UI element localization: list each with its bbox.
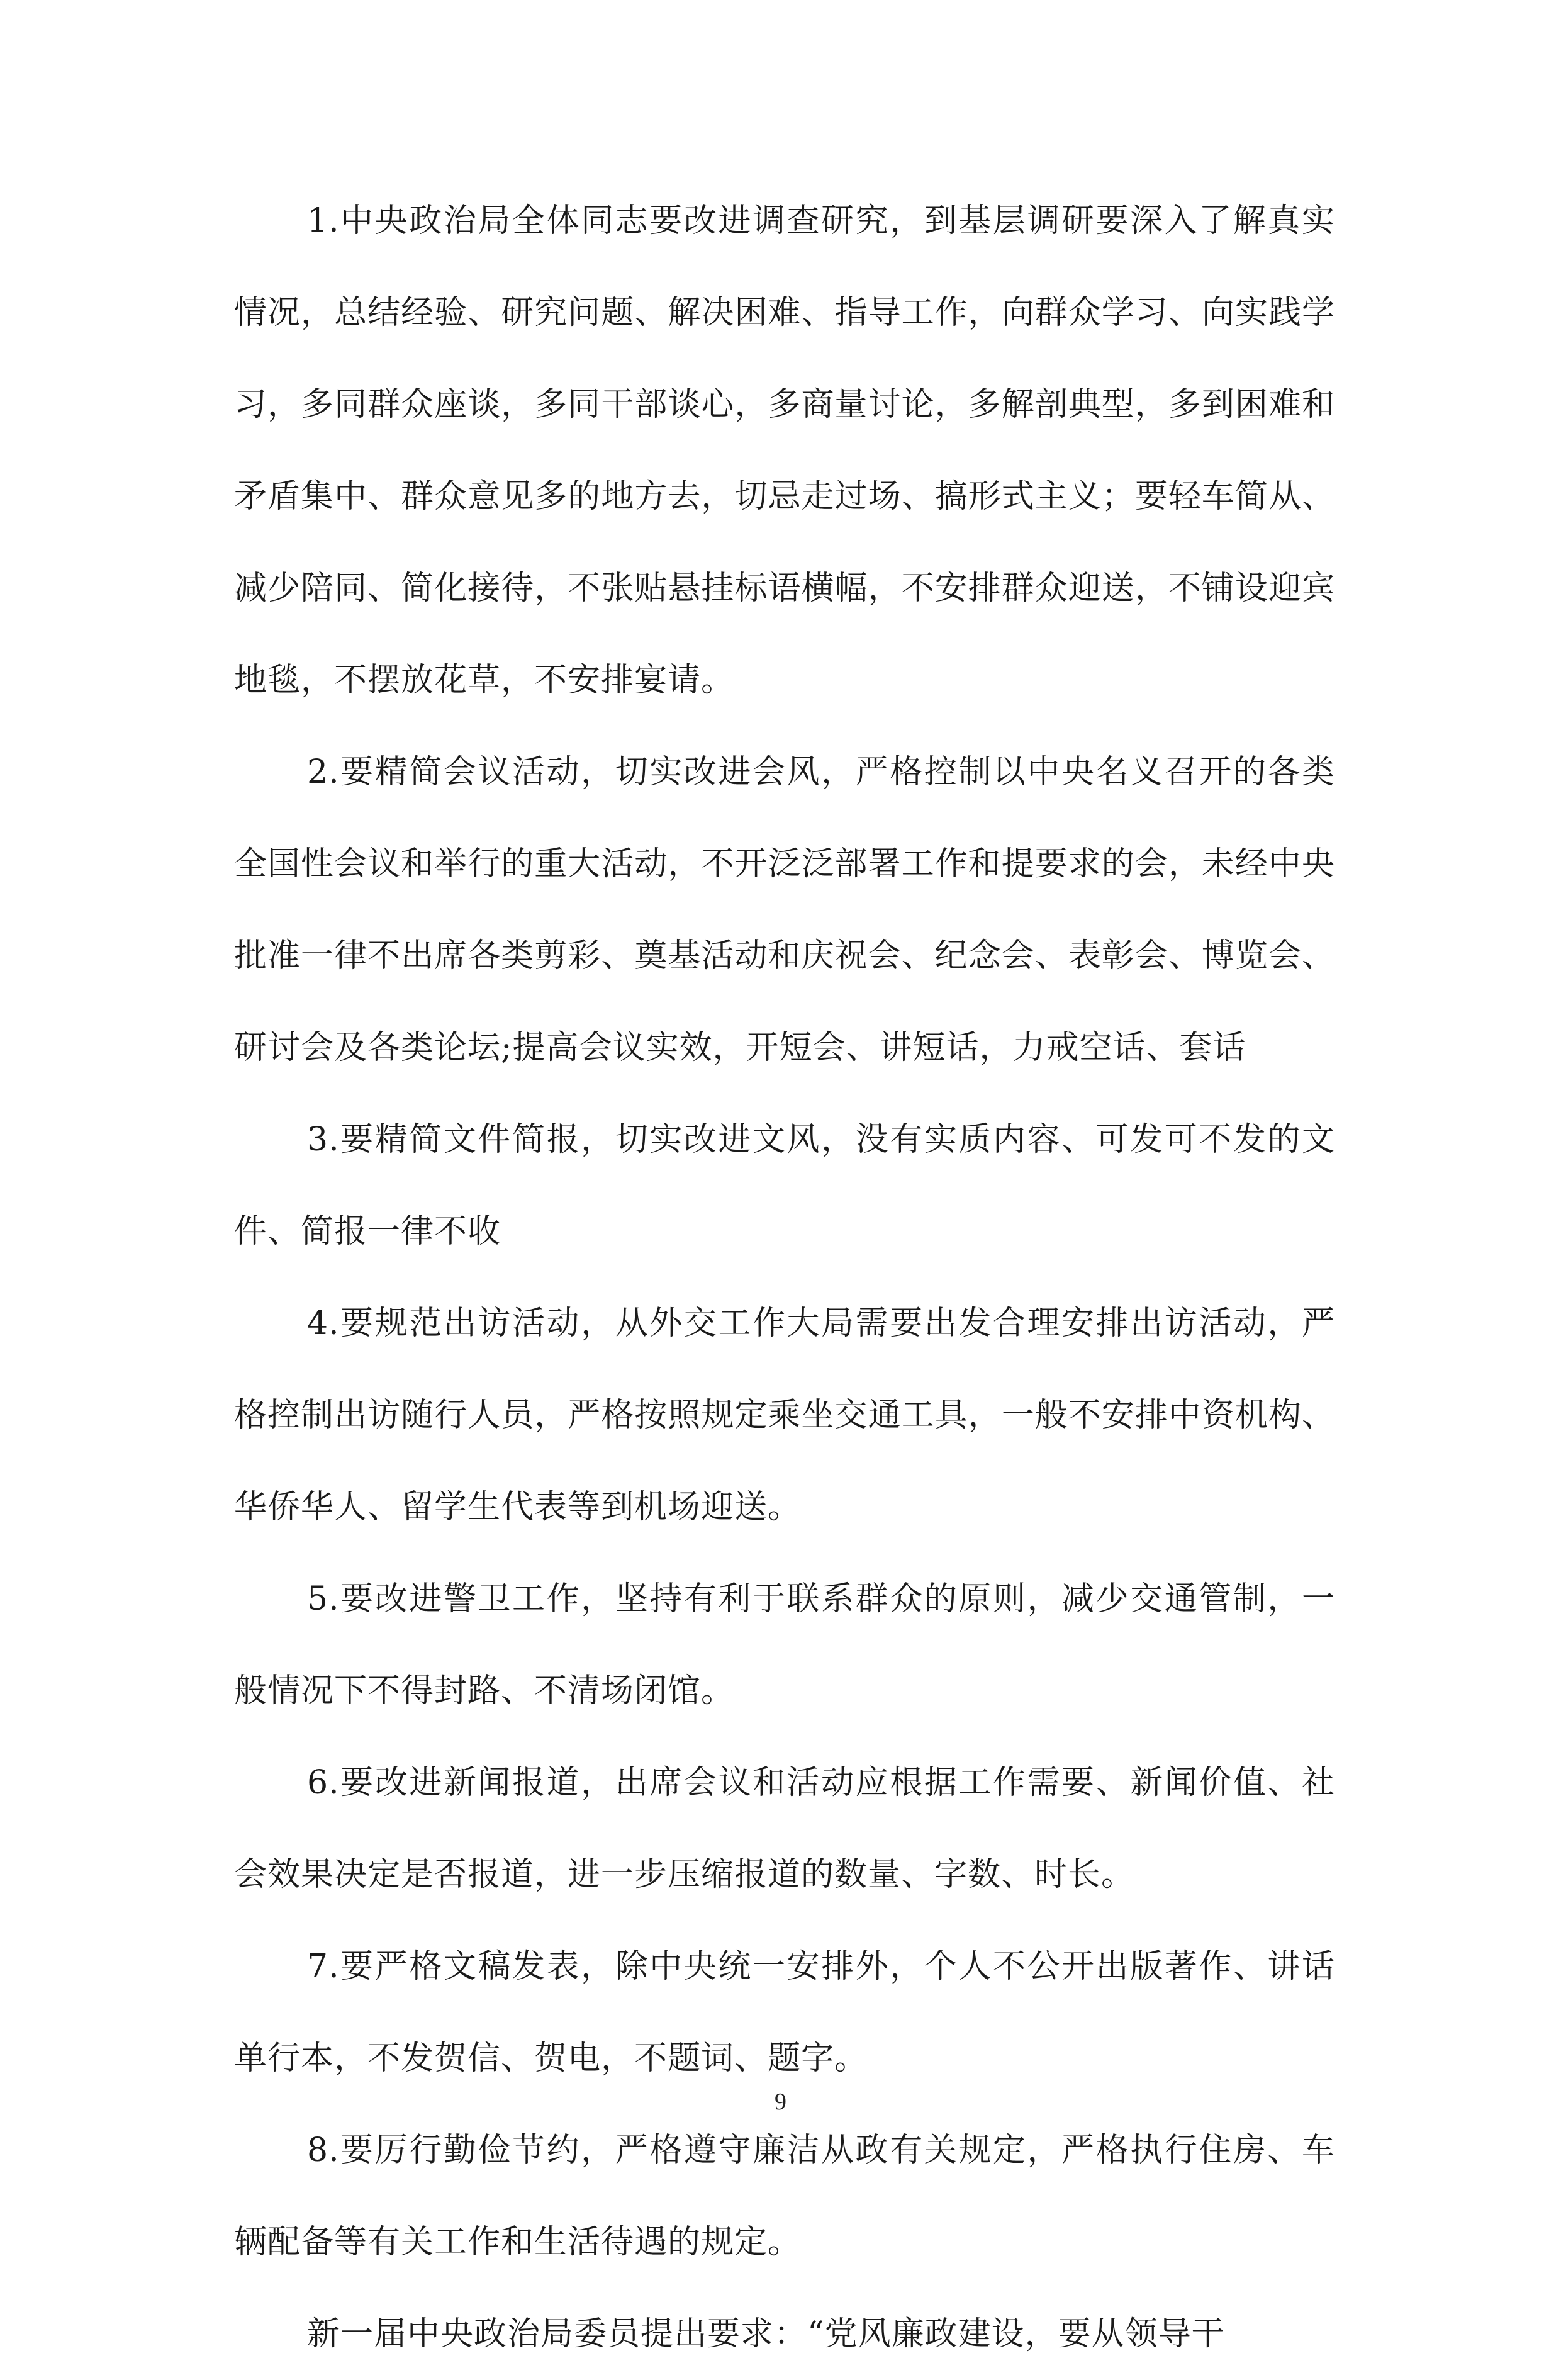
paragraph-overseas-visits: 4.要规范出访活动，从外交工作大局需要出发合理安排出访活动，严格控制出访随行人员，严格按照规定乘坐交通工具，一般不安排中资机构、华侨华人、留学生代表等到机场迎送。 <box>234 1305 1335 1526</box>
paragraph-security: 5.要改进警卫工作，坚持有利于联系群众的原则，减少交通管制，一般情况下不得封路、不清场闭馆。 <box>234 1580 1335 1710</box>
paragraph-documents: 3.要精简文件简报，切实改进文风，没有实质内容、可发可不发的文件、简报一律不收 <box>234 1121 1335 1250</box>
document-body <box>234 175 1335 2380</box>
paragraph-frugality: 8.要厉行勤俭节约，严格遵守廉洁从政有关规定，严格执行住房、车辆配备等有关工作和生活待遇的规定。 <box>234 2131 1335 2261</box>
paragraph-publications: 7.要严格文稿发表，除中央统一安排外，个人不公开出版著作、讲话单行本，不发贺信、贺电，不题词、题字。 <box>234 1948 1335 2077</box>
paragraph-closing: 新一届中央政治局委员提出要求：“党风廉政建设，要从领导干 <box>307 2315 1225 2353</box>
page-number: 9 <box>775 2089 786 2115</box>
paragraph-research: 1.中央政治局全体同志要改进调查研究，到基层调研要深入了解真实情况，总结经验、研究问题、解决困难、指导工作，向群众学习、向实践学习，多同群众座谈，多同干部谈心，多商量讨论，多解剖典型，多到困难和矛盾集中、群众意见多的地方去，切忌走过场、搞形式主义；要轻车简从、减少陪同、简化接待，不张贴悬挂标语横幅，不安排群众迎送，不铺设迎宾地毯，不摆放花草，不安排宴请。 <box>234 202 1335 699</box>
paragraph-meetings: 2.要精简会议活动，切实改进会风，严格控制以中央名义召开的各类全国性会议和举行的重大活动，不开泛泛部署工作和提要求的会，未经中央批准一律不出席各类剪彩、奠基活动和庆祝会、纪念会、表彰会、博览会、研讨会及各类论坛;提高会议实效，开短会、讲短话，力戒空话、套话 <box>234 753 1335 1067</box>
paragraph-news-reports: 6.要改进新闻报道，出席会议和活动应根据工作需要、新闻价值、社会效果决定是否报道，进一步压缩报道的数量、字数、时长。 <box>234 1764 1335 1894</box>
